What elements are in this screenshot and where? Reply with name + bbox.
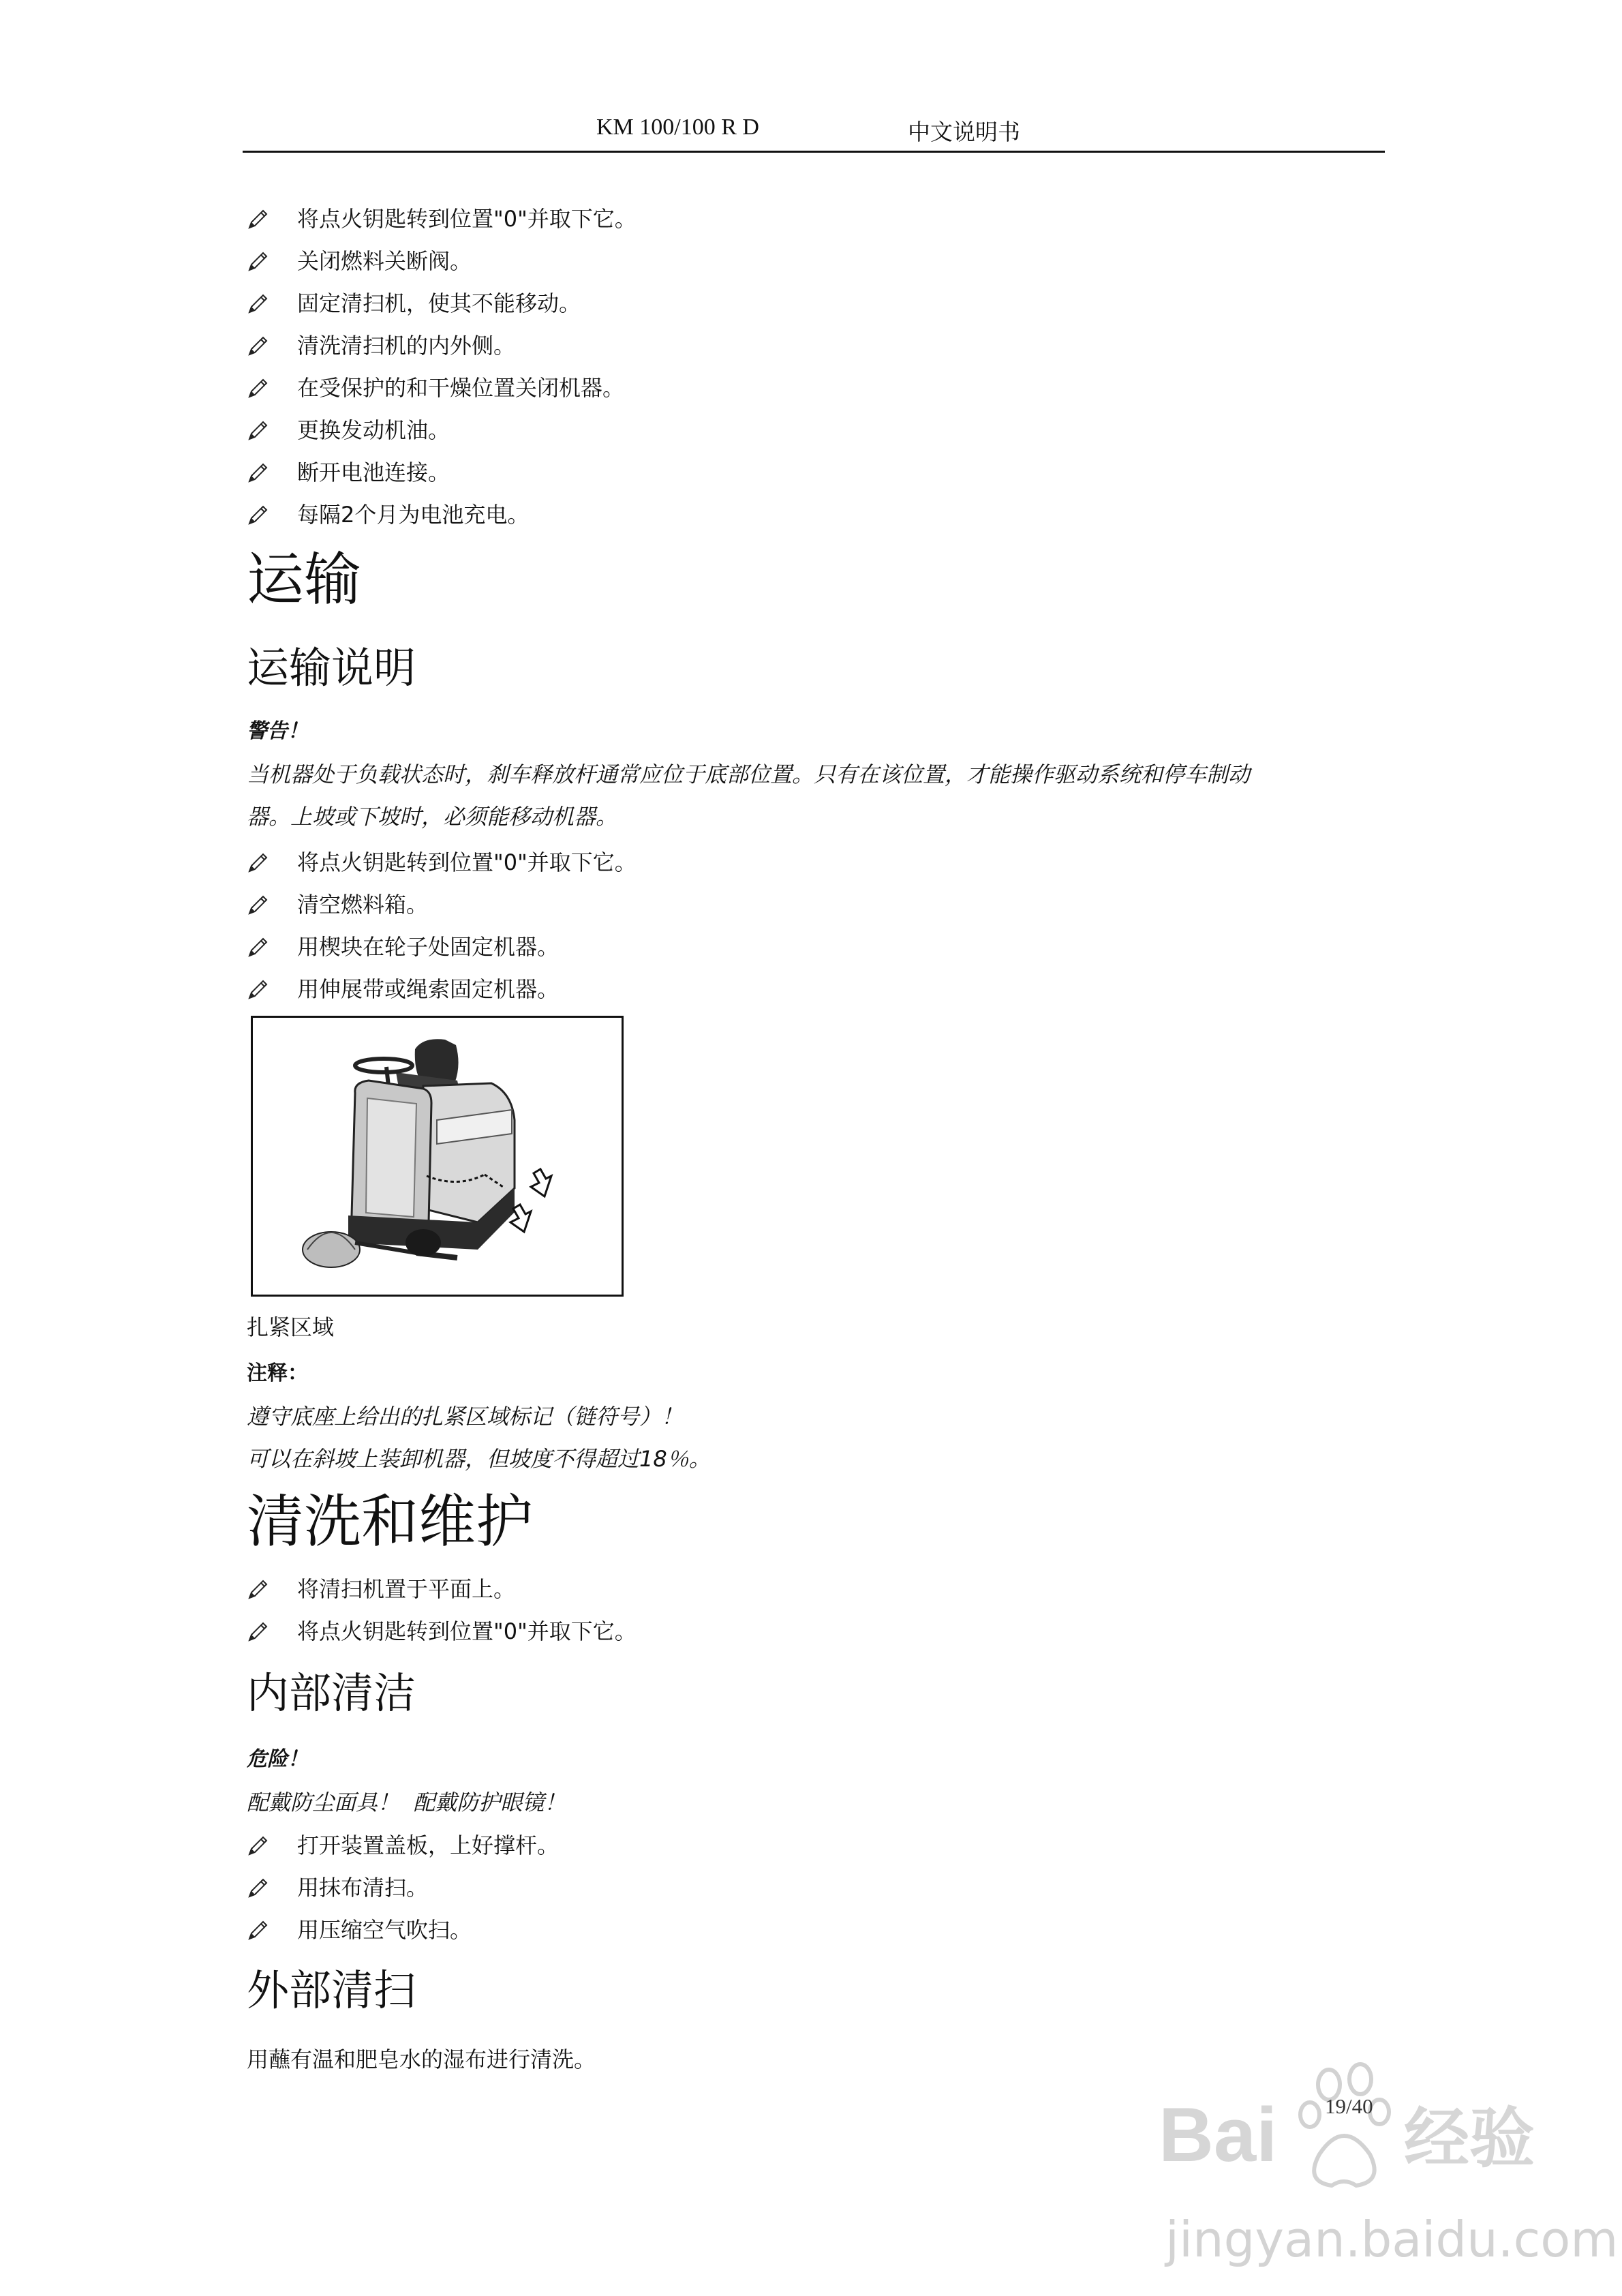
list-item: 将清扫机置于平面上。 xyxy=(247,1568,637,1610)
svg-text:jingyan.baidu.com: jingyan.baidu.com xyxy=(1165,2211,1619,2268)
transport-steps-list xyxy=(247,841,637,1010)
pencil-icon xyxy=(247,893,270,916)
header-model: KM 100/100 R D xyxy=(596,115,759,140)
list-item: 用伸展带或绳索固定机器。 xyxy=(247,968,637,1010)
shutdown-steps-list xyxy=(247,198,637,536)
list-item: 用楔块在轮子处固定机器。 xyxy=(247,926,637,968)
exterior-text: 用蘸有温和肥皂水的湿布进行清洗。 xyxy=(247,2046,596,2072)
danger-label: 危险！ xyxy=(247,1747,308,1771)
pencil-icon xyxy=(247,207,270,230)
page-number: 19/40 xyxy=(1325,2094,1373,2118)
list-item: 更换发动机油。 xyxy=(247,409,637,451)
list-item: 将点火钥匙转到位置"0"并取下它。 xyxy=(247,841,637,883)
pencil-icon xyxy=(247,935,270,958)
pencil-icon xyxy=(247,851,270,874)
pencil-icon xyxy=(247,1918,270,1942)
list-item: 清空燃料箱。 xyxy=(247,883,637,926)
list-item: 固定清扫机，使其不能移动。 xyxy=(247,282,637,324)
pencil-icon xyxy=(247,376,270,399)
note-label: 注释： xyxy=(247,1361,308,1385)
pencil-icon xyxy=(247,1876,270,1899)
interior-steps-list xyxy=(247,1824,559,1951)
transport-subheading: 运输说明 xyxy=(247,643,416,693)
pencil-icon xyxy=(247,978,270,1001)
svg-text:经验: 经验 xyxy=(1404,2100,1535,2177)
header-title: 中文说明书 xyxy=(908,119,1020,145)
baidu-watermark-logo xyxy=(1159,2052,1619,2277)
list-item: 每隔2个月为电池充电。 xyxy=(247,494,637,536)
pencil-icon xyxy=(247,1577,270,1601)
cleaning-steps-list xyxy=(247,1568,637,1652)
pencil-icon xyxy=(247,419,270,442)
transport-heading: 运输 xyxy=(247,546,362,613)
list-item: 关闭燃料关断阀。 xyxy=(247,240,637,282)
figure-caption: 扎紧区域 xyxy=(247,1314,335,1340)
list-item: 用抹布清扫。 xyxy=(247,1867,559,1909)
note-text-line2: 可以在斜坡上装卸机器，但坡度不得超过18％。 xyxy=(247,1446,711,1472)
cleaning-heading: 清洗和维护 xyxy=(247,1488,534,1555)
pencil-icon xyxy=(247,334,270,357)
pencil-icon xyxy=(247,503,270,526)
pencil-icon xyxy=(247,292,270,315)
svg-text:Bai: Bai xyxy=(1159,2092,1278,2177)
interior-heading: 内部清洁 xyxy=(247,1668,416,1718)
exterior-heading: 外部清扫 xyxy=(247,1965,416,2015)
pencil-icon xyxy=(247,461,270,484)
pencil-icon xyxy=(247,250,270,273)
list-item: 用压缩空气吹扫。 xyxy=(247,1909,559,1951)
sweeper-figure xyxy=(251,1016,624,1297)
warning-label: 警告！ xyxy=(247,719,308,743)
warning-text-line2: 器。上坡或下坡时，必须能移动机器。 xyxy=(247,804,618,830)
list-item: 将点火钥匙转到位置"0"并取下它。 xyxy=(247,1610,637,1652)
list-item: 断开电池连接。 xyxy=(247,451,637,494)
pencil-icon xyxy=(247,1834,270,1857)
list-item: 将点火钥匙转到位置"0"并取下它。 xyxy=(247,198,637,240)
danger-text: 配戴防尘面具！ 配戴防护眼镜！ xyxy=(247,1789,566,1815)
sweeper-illustration xyxy=(253,1018,622,1295)
list-item: 清洗清扫机的内外侧。 xyxy=(247,324,637,367)
note-text-line1: 遵守底座上给出的扎紧区域标记（链符号）！ xyxy=(247,1404,684,1430)
list-item: 在受保护的和干燥位置关闭机器。 xyxy=(247,367,637,409)
warning-text-line1: 当机器处于负载状态时，刹车释放杆通常应位于底部位置。只有在该位置，才能操作驱动系统和停车制动 xyxy=(247,761,1251,787)
header-divider xyxy=(243,151,1385,153)
pencil-icon xyxy=(247,1620,270,1643)
list-item: 打开装置盖板，上好撑杆。 xyxy=(247,1824,559,1867)
